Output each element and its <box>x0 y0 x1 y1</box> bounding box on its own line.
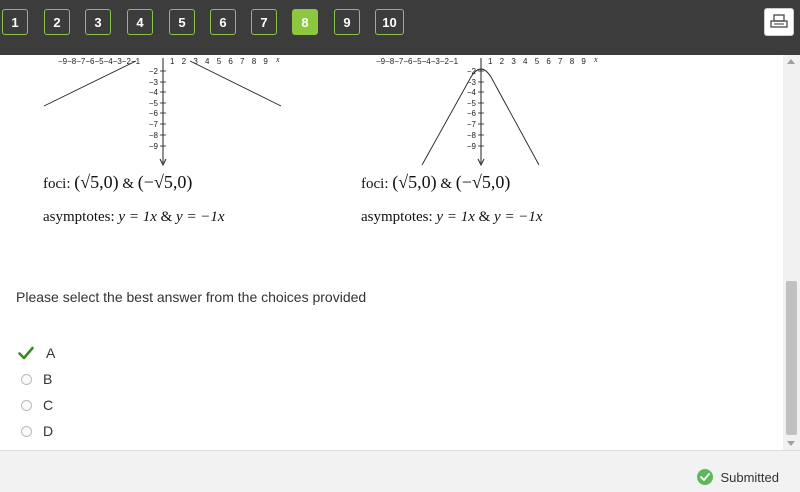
y-tick-label: −6 <box>466 109 476 118</box>
asymptotes-label: asymptotes: <box>361 209 433 225</box>
x-tick-labels-negative: −9−8−7−6−5−4−3−2−1 <box>58 57 141 66</box>
print-button[interactable] <box>764 8 794 36</box>
submitted-status <box>697 469 779 485</box>
y-tick-label: −4 <box>148 88 158 97</box>
x-axis-label: x <box>276 55 280 64</box>
focus-positive: (√5,0) <box>74 172 119 192</box>
x-tick-labels-negative: −9−8−7−6−5−4−3−2−1 <box>376 57 459 66</box>
y-tick-label: −2 <box>148 67 158 76</box>
hyperbola-graph-1 <box>40 55 290 170</box>
choice-a-label: A <box>46 345 56 361</box>
choice-b[interactable] <box>18 370 53 388</box>
footer-bar <box>0 450 800 492</box>
scrollbar-thumb[interactable] <box>786 281 797 435</box>
hyperbola-branch-left <box>44 61 136 106</box>
asymptotes-label: asymptotes: <box>43 209 115 225</box>
check-circle-icon <box>697 469 713 485</box>
choice-d-label: D <box>43 423 54 439</box>
hyperbola-graph-2 <box>358 55 608 170</box>
asymptote-1: y = 1x <box>118 209 157 225</box>
foci-ampersand: & <box>122 176 135 192</box>
checkmark-icon <box>18 346 34 360</box>
focus-positive: (√5,0) <box>392 172 437 192</box>
print-icon <box>770 14 788 30</box>
asymptote-2: y = −1x <box>176 209 225 225</box>
y-tick-label: −3 <box>148 78 158 87</box>
asymptotes-ampersand: & <box>160 209 173 225</box>
asymptote-2: y = −1x <box>494 209 543 225</box>
question-2-button[interactable]: 2 <box>44 9 70 35</box>
choice-b-label: B <box>43 371 53 387</box>
focus-negative: (−√5,0) <box>137 172 193 192</box>
choice-d[interactable] <box>18 422 54 440</box>
x-tick-labels-positive: 1 2 3 4 5 6 7 8 9 <box>488 57 589 66</box>
question-nav-bar <box>0 0 800 55</box>
y-tick-label: −2 <box>466 67 476 76</box>
asymptote-1: y = 1x <box>436 209 475 225</box>
question-prompt: Please select the best answer from the choices provided <box>16 289 367 305</box>
question-4-button[interactable]: 4 <box>127 9 153 35</box>
question-8-button[interactable]: 8 <box>292 9 318 35</box>
choice-c[interactable] <box>18 396 54 414</box>
y-tick-label: −6 <box>148 109 158 118</box>
choice-c-label: C <box>43 397 54 413</box>
asymptotes-line-2 <box>361 209 543 226</box>
y-tick-label: −8 <box>466 131 476 140</box>
scroll-down-arrow-icon[interactable] <box>787 441 795 446</box>
y-tick-label: −9 <box>466 142 476 151</box>
question-5-button[interactable]: 5 <box>169 9 195 35</box>
y-tick-label: −9 <box>148 142 158 151</box>
x-tick-labels-positive: 1 2 3 4 5 6 7 8 9 <box>170 57 271 66</box>
y-tick-label: −5 <box>148 99 158 108</box>
asymptotes-line-1 <box>43 209 225 226</box>
y-tick-label: −5 <box>466 99 476 108</box>
focus-negative: (−√5,0) <box>455 172 511 192</box>
question-1-button[interactable]: 1 <box>2 9 28 35</box>
y-tick-label: −4 <box>466 88 476 97</box>
foci-label: foci: <box>361 176 389 192</box>
radio-button-d[interactable] <box>21 426 32 437</box>
question-3-button[interactable]: 3 <box>85 9 111 35</box>
y-tick-label: −7 <box>466 120 476 129</box>
question-7-button[interactable]: 7 <box>251 9 277 35</box>
radio-button-c[interactable] <box>21 400 32 411</box>
y-tick-label: −3 <box>466 78 476 87</box>
foci-ampersand: & <box>440 176 453 192</box>
foci-label: foci: <box>43 176 71 192</box>
asymptotes-ampersand: & <box>478 209 491 225</box>
y-tick-label: −7 <box>148 120 158 129</box>
hyperbola-branch-right <box>190 61 281 106</box>
y-tick-label: −8 <box>148 131 158 140</box>
foci-line-2 <box>361 172 510 193</box>
question-6-button[interactable]: 6 <box>210 9 236 35</box>
submitted-label: Submitted <box>720 469 779 485</box>
question-9-button[interactable]: 9 <box>334 9 360 35</box>
question-10-button[interactable]: 10 <box>375 9 404 35</box>
x-axis-label: x <box>594 55 598 64</box>
foci-line-1 <box>43 172 192 193</box>
choice-a[interactable] <box>18 344 56 362</box>
radio-button-b[interactable] <box>21 374 32 385</box>
scroll-up-arrow-icon[interactable] <box>787 59 795 64</box>
